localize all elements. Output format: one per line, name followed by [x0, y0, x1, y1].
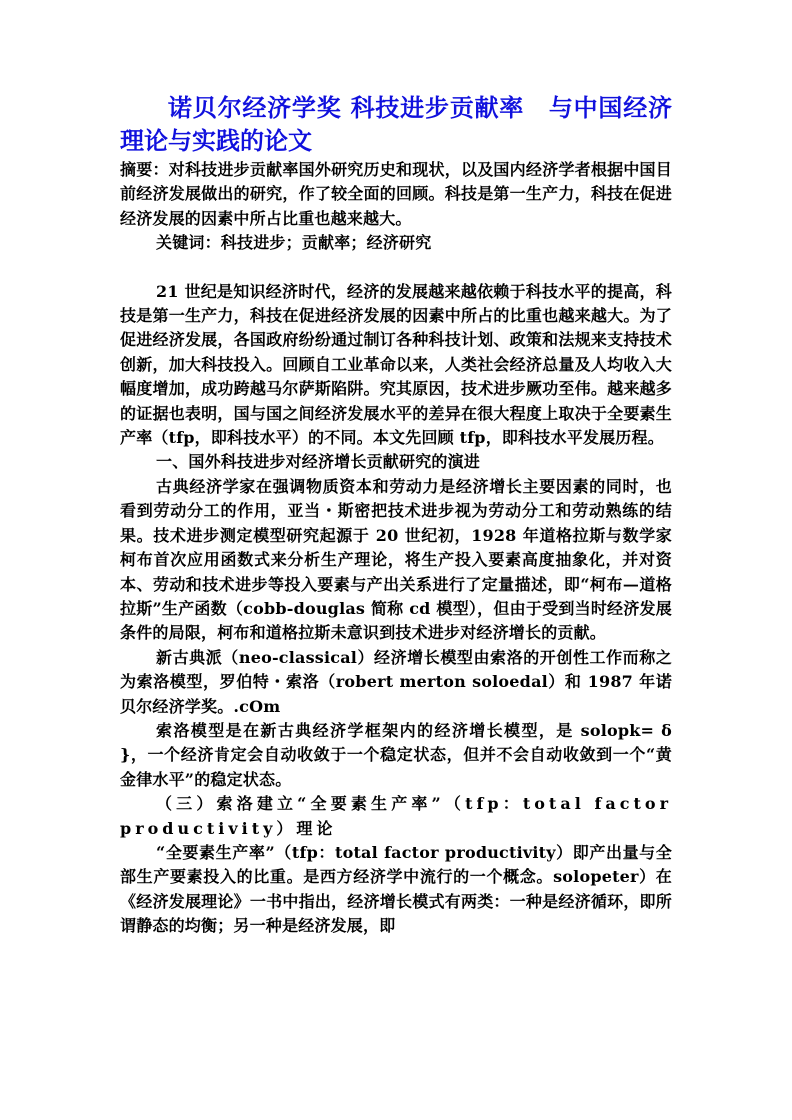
body-paragraph-1: 21 世纪是知识经济时代，经济的发展越来越依赖于科技水平的提高，科技是第一生产力，科技在促进经济发展的因素中所占的比重也越来越大。为了促进经济发展，各国政府纷纷通过制订各种科技计划、政策和法规来支持技术创新，加大科技投入。回顾自工业革命以来，人类社会经济总量及人均收入大幅度增加，成功跨越马尔萨斯陷阱。究其原因，技术进步厥功至伟。越来越多的证据也表明，国与国之间经济发展水平的差异在很大程度上取决于全要素生产率（tfp，即科技水平）的不同。本文先回顾 tfp，即科技水平发展历程。: [120, 281, 672, 448]
blank-line: [120, 256, 672, 280]
document-page: [120, 92, 672, 939]
body-paragraph-2: 古典经济学家在强调物质资本和劳动力是经济增长主要因素的同时，也看到劳动分工的作用，亚当・斯密把技术进步视为劳动分工和劳动熟练的结果。技术进步测定模型研究起源于 20 世纪初，1928 年道格拉斯与数学家柯布首次应用函数式来分析生产理论，将生产投入要素高度抽象化，并对资本、劳动和技术进步等投入要素与产出关系进行了定量描述，即“柯布—道格拉斯”生产函数（cobb-douglas 简称 cd 模型），但由于受到当时经济发展条件的局限，柯布和道格拉斯未意识到技术进步对经济增长的贡献。: [120, 476, 672, 643]
body-paragraph-4: 索洛模型是在新古典经济学框架内的经济增长模型，是 solopk= δ }，一个经济肯定会自动收敛于一个稳定状态，但并不会自动收敛到一个“黄金律水平”的稳定状态。: [120, 720, 672, 789]
section-heading-3: （三）索洛建立“全要素生产率”（tfp：total factor productivity）理论: [120, 794, 672, 838]
abstract-paragraph: 摘要：对科技进步贡献率国外研究历史和现状，以及国内经济学者根据中国目前经济发展做出的研究，作了较全面的回顾。科技是第一生产力，科技在促进经济发展的因素中所占比重也越来越大。: [120, 160, 672, 228]
document-title: 诺贝尔经济学奖 科技进步贡献率 与中国经济理论与实践的论文: [120, 94, 672, 155]
keywords-line: 关键词：科技进步；贡献率；经济研究: [156, 233, 432, 253]
body-paragraph-3: 新古典派（neo-classical）经济增长模型由索洛的开创性工作而称之为索洛模型，罗伯特・索洛（robert merton soloedal）和 1987 年诺贝尔经济学奖。.cOm: [120, 647, 672, 716]
body-paragraph-5: “全要素生产率”（tfp：total factor productivity）即产出量与全部生产要素投入的比重。是西方经济学中流行的一个概念。solopeter）在《经济发展理论》一书中指出，经济增长模式有两类：一种是经济循环，即所谓静态的均衡；另一种是经济发展，即: [120, 842, 672, 936]
section-heading-1: 一、国外科技进步对经济增长贡献研究的演进: [156, 452, 481, 472]
